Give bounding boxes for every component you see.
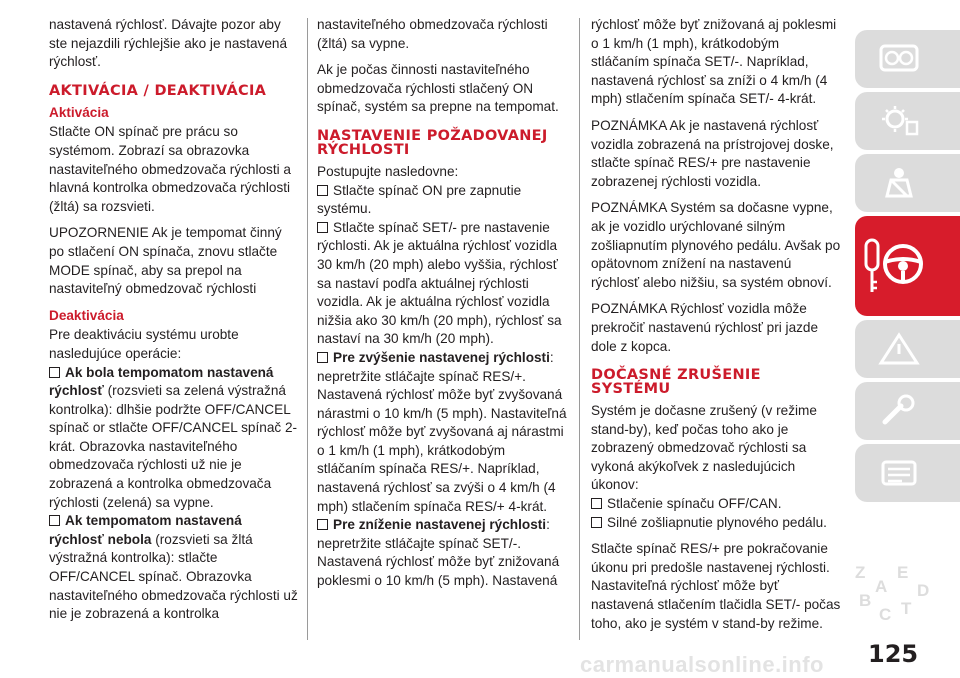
bullet-item bbox=[317, 182, 567, 219]
warning-triangle-icon bbox=[877, 332, 921, 366]
page-number: 125 bbox=[868, 640, 919, 668]
bullet-bold: Ak bola tempomatom nastavená rýchlosť bbox=[49, 364, 274, 399]
bullet-item bbox=[317, 349, 567, 516]
checkbox-bullet-icon bbox=[317, 352, 328, 363]
bullet-text: Stlačte spínač SET/- pre nastavenie rýchlosti. Ak je aktuálna rýchlosť vozidla 30 km/h (20 mph) alebo vyššia, rýchlosť sa nastaví podľa aktuálnej rýchlosti vozidla. Ak je aktuálna rýchlosť vozidla nižšia ako 30 km/h (20 mph), rýchlosť sa nastaví na 30 km/h (20 mph). bbox=[317, 219, 562, 347]
watermark: carmanualsonline.info bbox=[580, 652, 824, 677]
bullet-text: (rozsvieti sa zelená výstražná kontrolka): dlhšie podržte OFF/CANCEL spínač or stlačte OFF/CANCEL spínač 2-krát. Obrazovka nastaviteľného obmedzovača rýchlosti už nie je zobrazená a kontrolka obmedzovača rýchlosti (zelená) sa vypne. bbox=[49, 383, 298, 510]
warning-lights-icon bbox=[877, 104, 921, 138]
technical-data-icon bbox=[877, 456, 921, 490]
tab-technical-data[interactable] bbox=[855, 444, 960, 502]
alphabetical-index bbox=[845, 563, 935, 627]
seat-belt-icon bbox=[877, 166, 921, 200]
bullet-bold: Pre zvýšenie nastavenej rýchlosti bbox=[333, 349, 550, 365]
subheading: Aktivácia bbox=[49, 104, 109, 120]
note-paragraph: POZNÁMKA Systém sa dočasne vypne, ak je vozidlo urýchlované silným zošliapnutím plynového pedálu. Avšak po opätovnom znížení na nastavenú rýchlosť alebo nižšiu, sa systém obnoví. bbox=[591, 200, 841, 290]
section-heading: DOČASNÉ ZRUŠENIE SYSTÉMU bbox=[591, 367, 761, 398]
checkbox-bullet-icon bbox=[49, 367, 60, 378]
paragraph: Ak je počas činnosti nastaviteľného obmedzovača rýchlosti stlačený ON spínač, systém sa prepne na tempomat. bbox=[317, 62, 559, 115]
section-heading: NASTAVENIE POŽADOVANEJ RÝCHLOSTI bbox=[317, 127, 548, 158]
bullet-item bbox=[317, 516, 567, 590]
subheading: Deaktivácia bbox=[49, 307, 124, 323]
index-letter: E bbox=[897, 563, 909, 582]
index-letter: T bbox=[901, 599, 912, 618]
tab-dashboard[interactable] bbox=[855, 30, 960, 88]
tab-emergency[interactable] bbox=[855, 320, 960, 378]
checkbox-bullet-icon bbox=[317, 519, 328, 530]
index-letter: D bbox=[917, 581, 930, 600]
car-dashboard-icon bbox=[877, 42, 921, 76]
paragraph: nastavená rýchlosť. Dávajte pozor aby ste nejazdili rýchlejšie ako je nastavená rýchlosť. bbox=[49, 17, 288, 70]
column-1 bbox=[49, 16, 299, 624]
tab-maintenance[interactable] bbox=[855, 382, 960, 440]
bullet-text: Stlačenie spínaču OFF/CAN. bbox=[607, 496, 782, 512]
bullet-bold: Pre zníženie nastavenej rýchlosti bbox=[333, 517, 547, 533]
paragraph: Stlačte spínač RES/+ pre pokračovanie úkonu pri predošle nastavenej rýchlosti. Nastaviteľná rýchlosť môže byť nastavená stlačením tlačidla SET/- počas toho, ako je systém v stand-by režime. bbox=[591, 541, 841, 631]
bullet-bold: Ak tempomatom nastavená rýchlosť nebola bbox=[49, 513, 242, 547]
index-letter: C bbox=[879, 605, 892, 624]
checkbox-bullet-icon bbox=[317, 222, 328, 233]
checkbox-bullet-icon bbox=[317, 185, 328, 196]
bullet-item bbox=[317, 219, 567, 349]
paragraph: nastaviteľného obmedzovača rýchlosti (žltá) sa vypne. bbox=[317, 17, 548, 51]
note-paragraph: POZNÁMKA Ak je nastavená rýchlosť vozidla zobrazená na prístrojovej doske, stlačte spínač RES/+ pre nastavenie zobrazenej rýchlosti vozidla. bbox=[591, 117, 834, 189]
warning-paragraph: UPOZORNENIE Ak je tempomat činný po stlačení ON spínača, znovu stlačte MODE spínač, aby sa prepol na nastaviteľný obmedzovač rýchlosti bbox=[49, 225, 282, 297]
column-2 bbox=[317, 16, 567, 591]
tab-starting-driving[interactable] bbox=[855, 216, 960, 316]
index-letter: B bbox=[859, 591, 872, 610]
wrench-icon bbox=[877, 394, 921, 428]
bullet-item bbox=[591, 514, 841, 533]
index-letter: Z bbox=[855, 563, 866, 582]
column-divider bbox=[307, 18, 308, 640]
bullet-text: : nepretržite stláčajte spínač SET/-. Nastavená rýchlosť môže byť znižovaná poklesmi o 10 km/h (5 mph). Nastavená bbox=[317, 517, 560, 589]
paragraph: Postupujte nasledovne: bbox=[317, 163, 459, 179]
key-steering-wheel-icon bbox=[863, 230, 925, 300]
tab-warning-lights[interactable] bbox=[855, 92, 960, 150]
bullet-item bbox=[591, 495, 841, 514]
bullet-text: Stlačte spínač ON pre zapnutie systému. bbox=[317, 182, 522, 217]
column-divider bbox=[579, 18, 580, 640]
bullet-text: Silné zošliapnutie plynového pedálu. bbox=[607, 514, 827, 530]
bullet-text: : nepretržite stláčajte spínač RES/+. Nastavená rýchlosť môže byť zvyšovaná nárastmi o 10 km/h (5 mph). Nastaviteľná rýchlosť môže byť zvyšovaná aj nárastmi o 1 km/h (1 mph), krátkodobým stláčaním spínača RES/+. Napríklad, nastavená rýchlosť sa zvýši o 4 km/h (4 mph) stlačením spínača RES/+ 4-krát. bbox=[317, 349, 567, 514]
bullet-item bbox=[49, 364, 299, 513]
paragraph: Stlačte ON spínač pre prácu so systémom. Zobrazí sa obrazovka nastaviteľného obmedzovača rýchlosti a hlavná kontrolka obmedzovača rýchlosti (žltá) sa rozsvieti. bbox=[49, 124, 291, 214]
bullet-item bbox=[49, 512, 299, 624]
bullet-text: (rozsvieti sa žltá výstražná kontrolka): stlačte OFF/CANCEL spínač. Obrazovka nastaviteľného obmedzovača rýchlosti už nie je zobrazená a kontrolka bbox=[49, 531, 298, 622]
checkbox-bullet-icon bbox=[49, 515, 60, 526]
paragraph: Systém je dočasne zrušený (v režime stand-by), keď počas toho ako je zobrazený obmedzovač rýchlosti sa vykoná akýkoľvek z nasledujúcich úkonov: bbox=[591, 403, 817, 493]
checkbox-bullet-icon bbox=[591, 517, 602, 528]
column-3 bbox=[591, 16, 841, 641]
note-paragraph: POZNÁMKA Rýchlosť vozidla môže prekročiť nastavenú rýchlosť pri jazde dole z kopca. bbox=[591, 301, 819, 354]
tab-safety[interactable] bbox=[855, 154, 960, 212]
checkbox-bullet-icon bbox=[591, 498, 602, 509]
paragraph: rýchlosť môže byť znižovaná aj poklesmi o 1 km/h (1 mph), krátkodobým stláčaním spínača SET/-. Napríklad, nastavená rýchlosť sa zníži o 4 km/h (4 mph) stlačením spínača SET/- 4-krát. bbox=[591, 17, 837, 107]
section-heading: AKTIVÁCIA / DEAKTIVÁCIA bbox=[49, 82, 267, 99]
index-letter: A bbox=[875, 577, 888, 596]
paragraph: Pre deaktiváciu systému urobte nasledujúce operácie: bbox=[49, 327, 239, 361]
